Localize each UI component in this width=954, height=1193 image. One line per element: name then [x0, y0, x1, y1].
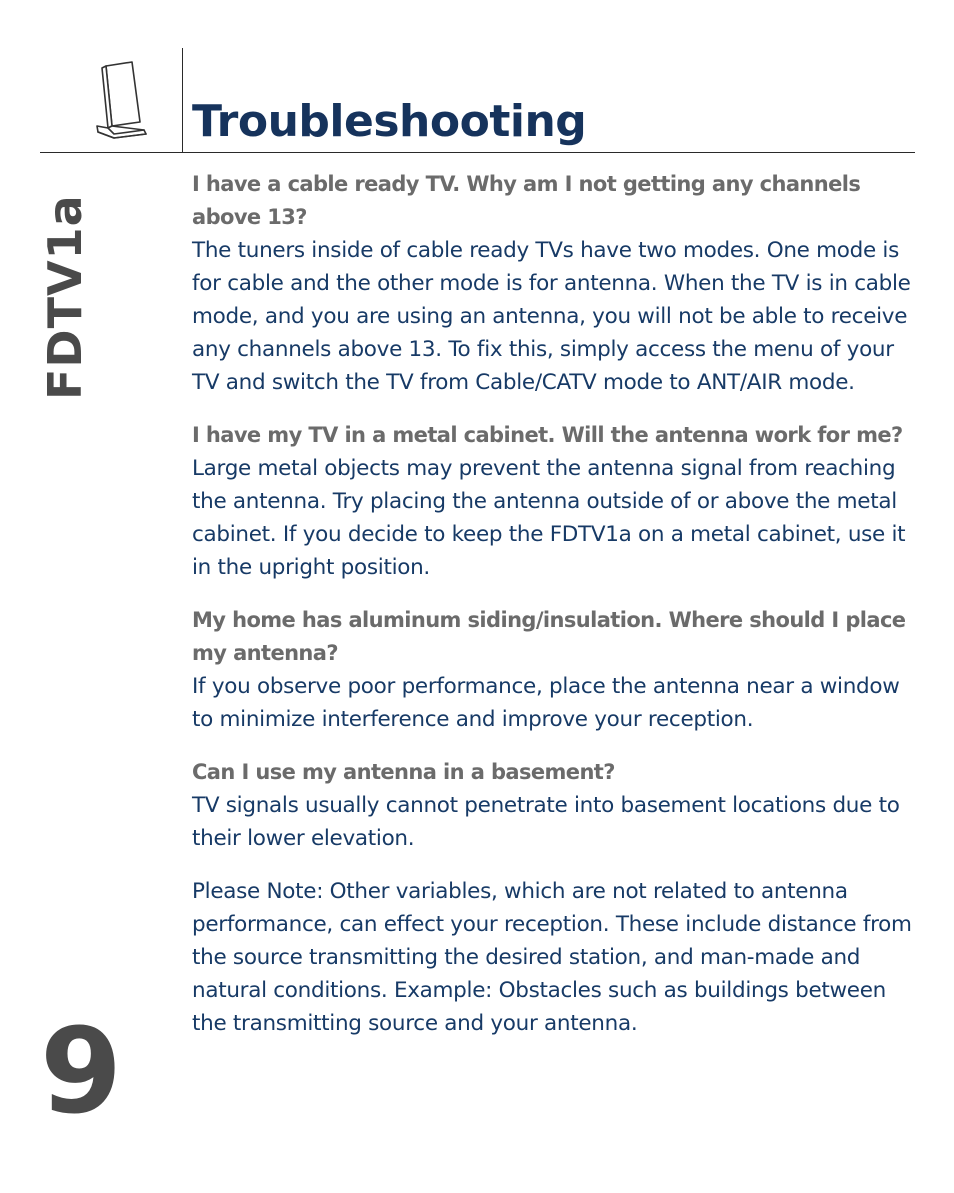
header-divider-vertical — [182, 48, 183, 152]
antenna-icon — [94, 60, 150, 140]
faq-content — [192, 168, 920, 1040]
faq-item — [192, 168, 920, 399]
faq-item — [192, 756, 920, 855]
faq-answer: TV signals usually cannot penetrate into basement locations due to their lower elevation. — [192, 793, 900, 851]
faq-question: I have my TV in a metal cabinet. Will the antenna work for me? — [192, 423, 903, 447]
faq-item — [192, 419, 920, 584]
page-number: 9 — [40, 1002, 123, 1140]
faq-answer: Large metal objects may prevent the antenna signal from reaching the antenna. Try placing the antenna outside of or above the metal cabinet. If you decide to keep the FDTV1a on a metal cabinet, use it in the upright position. — [192, 456, 906, 580]
faq-item — [192, 604, 920, 736]
product-name-vertical: FDTV1a — [38, 194, 92, 401]
page-title: Troubleshooting — [192, 96, 587, 147]
faq-answer: The tuners inside of cable ready TVs have two modes. One mode is for cable and the other mode is for antenna. When the TV is in cable mode, and you are using an antenna, you will not be able to receive any channels above 13. To fix this, simply access the menu of your TV and switch the TV from Cable/CATV mode to ANT/AIR mode. — [192, 238, 911, 395]
faq-question: I have a cable ready TV. Why am I not getting any channels above 13? — [192, 172, 861, 229]
faq-answer: If you observe poor performance, place the antenna near a window to minimize interference and improve your reception. — [192, 674, 900, 732]
reception-note: Please Note: Other variables, which are not related to antenna performance, can effect your reception. These include distance from the source transmitting the desired station, and man-made and natural conditions. Example: Obstacles such as buildings between the transmitting source and your antenna. — [192, 879, 912, 1036]
faq-question: My home has aluminum siding/insulation. Where should I place my antenna? — [192, 608, 906, 665]
faq-question: Can I use my antenna in a basement? — [192, 760, 615, 784]
